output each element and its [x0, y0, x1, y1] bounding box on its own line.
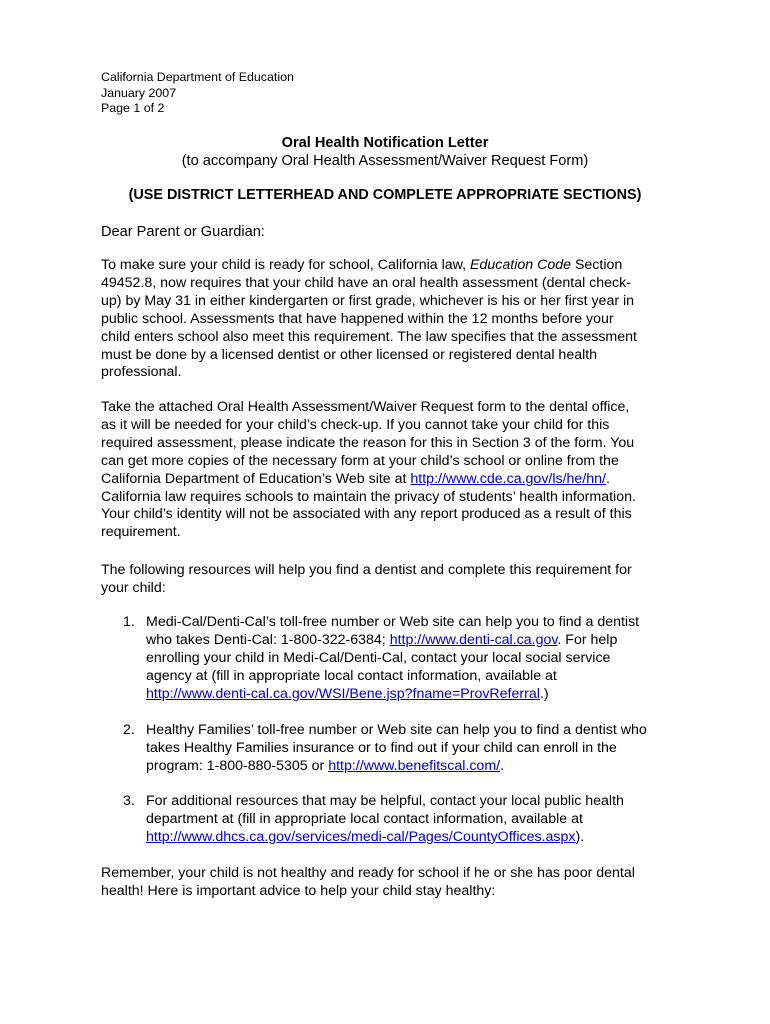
paragraph-line: Remember, your child is not healthy and ready for school if he or she has poor dental — [101, 865, 635, 881]
list-number: 3. — [123, 793, 135, 809]
list-item-body — [146, 793, 624, 847]
paragraph-line: Your child’s identity will not be associated with any report produced as a result of this — [101, 506, 632, 523]
text-span: Section — [571, 257, 623, 273]
denti-cal-link[interactable]: http://www.denti-cal.ca.gov — [389, 631, 558, 648]
paragraph-line — [101, 471, 681, 489]
list-line: For additional resources that may be helpful, contact your local public health — [146, 793, 624, 809]
paragraph-line: professional. — [101, 364, 182, 381]
paragraph-line: 49452.8, now requires that your child have an oral health assessment (dental check- — [101, 274, 631, 291]
paragraph-line — [101, 257, 681, 275]
list-number: 1. — [123, 614, 135, 630]
text-span: To make sure your child is ready for school, California law, — [101, 257, 471, 273]
paragraph-line: California law requires schools to maintain the privacy of students’ health information. — [101, 488, 636, 505]
department-name: California Department of Education — [101, 70, 294, 84]
list-line: Healthy Families’ toll-free number or Web site can help you to find a dentist who — [146, 722, 647, 738]
paragraph-line: must be done by a licensed dentist or other licensed or registered dental health — [101, 346, 598, 363]
paragraph-line: health! Here is important advice to help your child stay healthy: — [101, 882, 496, 899]
list-line: takes Healthy Families insurance or to find out if your child can enroll in the — [146, 739, 617, 756]
letter-subtitle: (to accompany Oral Health Assessment/Waiver Request Form) — [181, 153, 589, 169]
list-line: enrolling your child in Medi-Cal/Denti-Cal, contact your local social service — [146, 649, 611, 666]
list-item-body — [146, 614, 639, 704]
list-number: 2. — [123, 722, 135, 738]
paragraph-requirement — [101, 257, 681, 382]
paragraph-form-instructions — [101, 399, 681, 542]
text-span: . — [605, 470, 610, 487]
education-code-citation: Education Code — [470, 257, 572, 273]
text-span: . For help — [557, 631, 618, 648]
text-span: .) — [539, 685, 549, 702]
list-line — [146, 686, 639, 704]
benefitscal-link[interactable]: http://www.benefitscal.com/ — [328, 757, 501, 774]
list-line: Medi-Cal/Denti-Cal’s toll-free number or Web site can help you to find a dentist — [146, 614, 640, 630]
list-line — [146, 758, 647, 776]
paragraph-line: public school. Assessments that have happened within the 12 months before your — [101, 310, 614, 327]
paragraph-line: up) by May 31 in either kindergarten or first grade, whichever is his or her first year in — [101, 292, 635, 309]
paragraph-line: requirement. — [101, 524, 181, 541]
list-line: department at (fill in appropriate local contact information, available at — [146, 810, 583, 827]
cde-link[interactable]: http://www.cde.ca.gov/ls/he/hn/ — [410, 470, 606, 487]
text-span: . — [500, 757, 505, 774]
provider-referral-link[interactable]: http://www.denti-cal.ca.gov/WSI/Bene.jsp?fname=ProvReferral — [146, 685, 540, 702]
list-line: agency at (fill in appropriate local contact information, available at — [146, 667, 557, 684]
document-date: January 2007 — [101, 85, 177, 100]
paragraph-line: The following resources will help you find a dentist and complete this requirement for — [101, 562, 632, 578]
document-header — [101, 70, 294, 117]
text-span: who takes Denti-Cal: 1-800-322-6384; — [146, 631, 390, 648]
page-number: Page 1 of 2 — [101, 101, 165, 115]
paragraph-line: as it will be needed for your child’s check-up. If you cannot take your child for this — [101, 416, 610, 433]
paragraph-line: your child: — [101, 579, 166, 596]
list-line — [146, 829, 624, 847]
paragraph-line: child enters school also meet this requirement. The law specifies that the assessment — [101, 328, 637, 345]
text-span: California Department of Education’s Web site at — [101, 470, 411, 487]
county-offices-link[interactable]: http://www.dhcs.ca.gov/services/medi-cal/Pages/CountyOffices.aspx — [146, 828, 576, 845]
greeting: Dear Parent or Guardian: — [101, 224, 265, 240]
paragraph-resources-intro — [101, 562, 681, 598]
letterhead-instruction: (USE DISTRICT LETTERHEAD AND COMPLETE APPROPRIATE SECTIONS) — [128, 187, 642, 203]
list-line — [146, 632, 639, 650]
text-span: program: 1-800-880-5305 or — [146, 757, 329, 774]
text-span: ). — [575, 828, 585, 845]
paragraph-reminder — [101, 865, 681, 901]
letter-title: Oral Health Notification Letter — [281, 135, 489, 151]
list-item-body — [146, 722, 647, 776]
paragraph-line: required assessment, please indicate the reason for this in Section 3 of the form. You — [101, 434, 635, 451]
paragraph-line: can get more copies of the necessary form at your child’s school or online from the — [101, 452, 619, 469]
paragraph-line: Take the attached Oral Health Assessment/Waiver Request form to the dental office, — [101, 399, 630, 415]
